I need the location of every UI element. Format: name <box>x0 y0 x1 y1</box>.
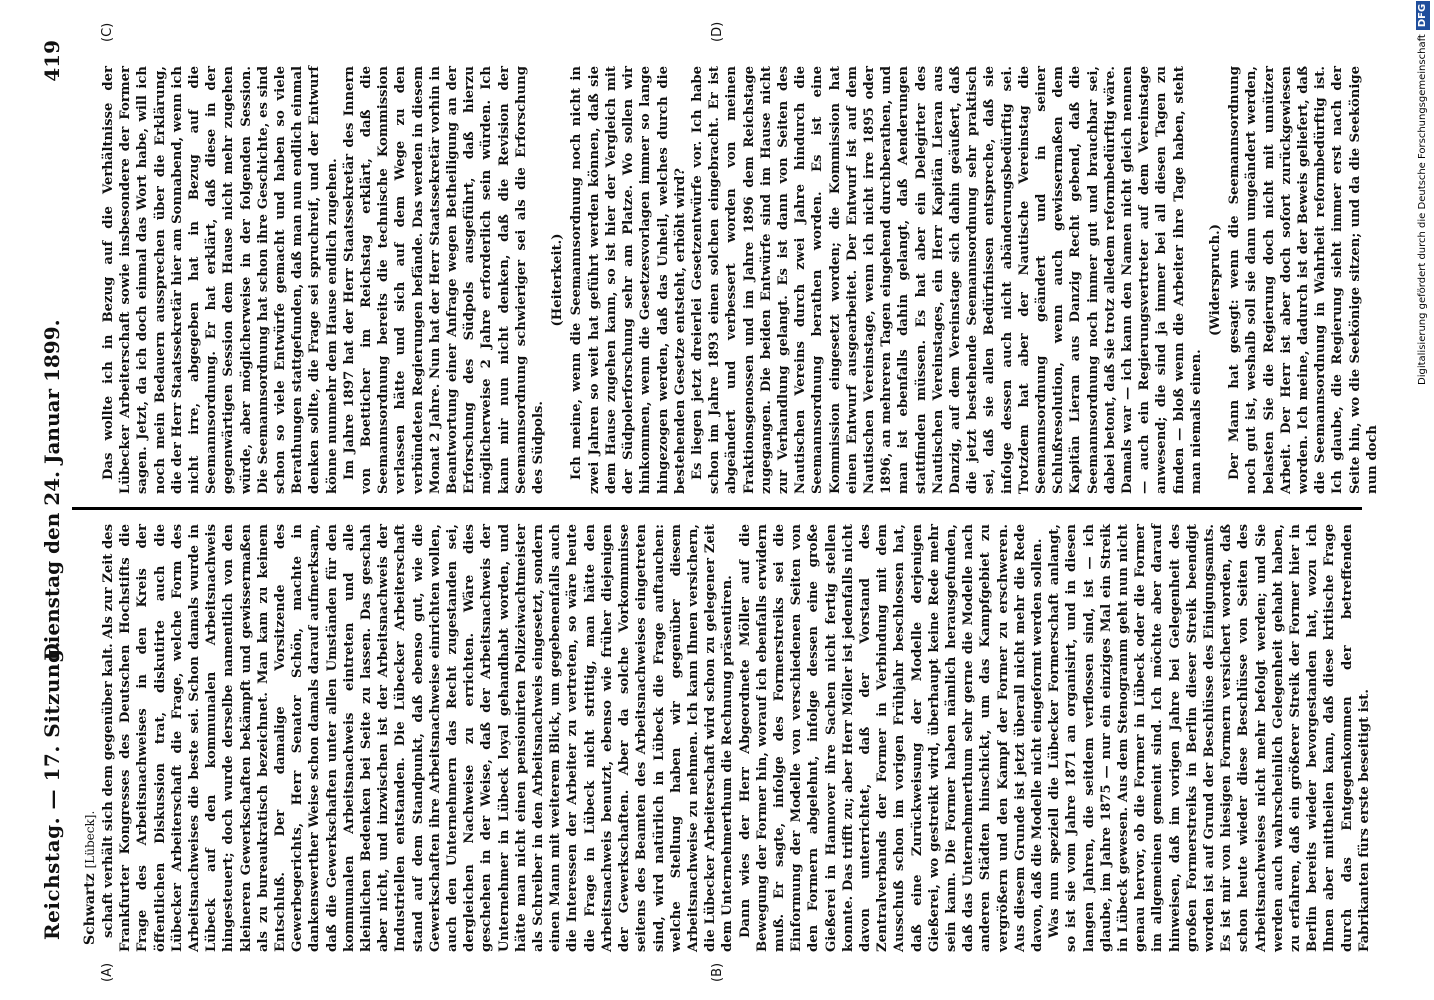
margin-mark-c: (C) <box>100 22 115 42</box>
paragraph: Im Jahre 1897 hat der Herr Staatssekretär des Innern von Boetticher im Reichstag erklärt, daß die Seemannsordnung bereits die technische Kommission verlassen hätte und sich auf dem Wege zu den verbündeten Regierungen befände. Das werden in diesem Monat 2 Jahre. Nun hat der Herr Staatssekretär vorhin in Beantwortung einer Anfrage wegen Betheiligung an der Erforschung des Südpols ausgeführt, daß hierzu möglicherweise 2 Jahre erforderlich sein würden. Ich kann mir nun nicht denken, daß die Revision der Seemannsordnung schwieriger sei als die Erforschung des Südpols. <box>341 66 547 494</box>
paragraph: schaft verhält sich dem gegenüber kalt. Als zur Zeit des Frankfurter Kongresses des Deutschen Hochstifts die Frage des Arbeitsnachweises in den Kreis der öffentlichen Diskussion trat, diskutirte auch die Lübecker Arbeiterschaft die Frage, welche Form des Arbeitsnachweises die beste sei. Schon damals wurde in Lübeck auf den kommunalen Arbeitsnachweis hingesteuert; doch wurde derselbe namentlich von den kleineren Gewerkschaften bekämpft und gewissermaßen als zu bureaukratisch bezeichnet. Man kam zu keinem Entschluß. Der damalige Vorsitzende des Gewerbegerichts, Herr Senator Schön, machte in dankenswerther Weise schon damals darauf aufmerksam, daß die Gewerkschaften unter allen Umständen für den kommunalen Arbeitsnachweis eintreten und alle kleinlichen Bedenken bei Seite zu lassen. Das geschah aber nicht, und inzwischen ist der Arbeitsnachweis der Industriellen entstanden. Die Lübecker Arbeiterschaft stand auf dem Standpunkt, daß ebenso gut, wie die Gewerkschaften ihre Arbeitsnachweise einrichten wollen, auch den Unternehmern das Recht zugestanden sei, dergleichen Nachweise zu errichten. Wäre dies geschehen in der Weise, daß der Arbeitsnachweis der Unternehmer in Lübeck loyal gehandhabt worden, und hätte man nicht einen pensionirten Polizeiwachtmeister als Schreiber in den Arbeitsnachweis eingesetzt, sondern einen Mann mit weiterem Blick, um gegebenenfalls auch die Interessen der Arbeiter zu vertreten, so wäre heute die Frage in Lübeck nicht strittig, man hätte den Arbeitsnachweis benutzt, ebenso wie früher diejenigen der Gewerkschaften. Aber da solche Vorkommnisse seitens des Beamten des Arbeitsnachweises eingetreten sind, wird natürlich in Lübeck die Frage auftauchen: welche Stellung haben wir gegenüber diesem Arbeitsnachweise zu nehmen. Ich kann Ihnen versichern, die Lübecker Arbeiterschaft wird schon zu gelegener Zeit dem Unternehmerthum die Rechnung präsentiren. <box>101 524 736 952</box>
left-column <box>100 524 1373 952</box>
header-date: Dienstag den 24. Januar 1899. <box>40 319 64 661</box>
margin-mark-d: (D) <box>710 21 725 42</box>
page-number: 419 <box>40 40 64 82</box>
interjection-widerspruch: (Widerspruch.) <box>1208 223 1223 337</box>
margin-mark-b: (B) <box>710 962 725 982</box>
digitization-credit <box>1414 0 1432 1000</box>
speaker-sub: [Lübeck]. <box>83 810 97 869</box>
right-column <box>100 66 1381 494</box>
paragraph: Dann wies der Herr Abgeordnete Möller auf die Bewegung der Former hin, worauf ich ebenfalls erwidern muß. Er sagte, infolge des Formerstreiks sei die Einformung der Modelle von verschiedenen Seiten von den Formern abgelehnt, infolge dessen eine große Gießerei in Hannover ihre Sachen nicht fertig stellen konnte. Das trifft zu; aber Herr Möller ist jedenfalls nicht davon unterrichtet, daß der Vorstand des Zentralverbands der Former in Verbindung mit dem Ausschuß schon im vorigen Frühjahr beschlossen hat, daß eine Zurückweisung der Modelle derjenigen Gießerei, wo gestreikt wird, überhaupt keine Rede mehr sein kann. Die Former haben nämlich herausgefunden, daß das Unternehmerthum sehr gerne die Modelle nach anderen Städten hinschickt, um das Kampfgebiet zu vergrößern und den Kampf der Former zu erschweren. Aus diesem Grunde ist jetzt überall nicht mehr die Rede davon, daß die Modelle nicht eingeformt werden sollen. <box>737 524 1045 952</box>
speaker-label <box>82 811 98 945</box>
credit-text: Digitalisierung gefördert durch die Deutsche Forschungsgemeinschaft <box>1417 34 1428 385</box>
paragraph: Es liegen jetzt dreierlei Gesetzentwürfe vor. Ich habe schon im Jahre 1893 einen solchen eingebracht. Er ist abgeändert und verbessert worden von meinen Fraktionsgenossen und im Jahre 1896 dem Reichstage zugegangen. Die beiden Entwürfe sind im Hause nicht zur Verhandlung gelangt. Es ist dann von Seiten des Nautischen Vereins durch zwei Jahre hindurch die Seemannsordnung berathen worden. Es ist eine Kommission eingesetzt worden; die Kommission hat einen Entwurf ausgearbeitet. Der Entwurf ist auf dem Nautischen Vereinstage, wenn ich nicht irre 1895 oder 1896, an mehreren Tagen eingehend durchberathen, und man ist ebenfalls dahin gelangt, daß Aenderungen stattfinden müssen. Es hat aber ein Delegirter des Nautischen Vereinstages, ein Herr Kapitän Lieran aus Danzig, auf dem Vereinstage sich dahin geäußert, daß die jetzt bestehende Seemannsordnung sehr praktisch sei, daß sie allen Bedürfnissen entspreche, daß sie infolge dessen auch nicht abänderungsbedürftig sei. Trotzdem hat aber der Nautische Vereinstag die Seemannsordnung geändert und in seiner Schlußresolution, wenn auch gewissermaßen dem Kapitän Lieran aus Danzig Recht gebend, daß die Seemannsordnung noch immer gut und brauchbar sei, dabei betont, daß sie trotz alledem reformbedürftig wäre. Damals war — ich kann den Namen nicht gleich nennen — auch ein Regierungsvertreter auf dem Vereinstage anwesend; die sind ja immer bei all diesen Tagen zu finden — bloß wenn die Arbeiter ihre Tage haben, steht man niemals einen. <box>689 66 1204 494</box>
interjection-heiterkeit: (Heiterkeit.) <box>550 233 566 327</box>
page-header <box>40 40 74 980</box>
paragraph: Was nun speziell die Lübecker Formerschaft anlangt, so ist sie vom Jahre 1871 an organisirt, und in diesen langen Jahren, die seitdem verflossen sind, ist — ich glaube, im Jahre 1875 — nur ein einziges Mal ein Streik in Lübeck gewesen. Aus dem Stenogramm geht nun nicht genau hervor, ob die Former in Lübeck oder die Former im allgemeinen gemeint sind. Ich möchte aber darauf hinweisen, daß im vorigen Jahre bei Gelegenheit des großen Formerstreiks in Berlin dieser Streik beendigt worden ist auf Grund der Beschlüsse des Einigungsamts. Es ist mir von hiesigen Formern versichert worden, daß schon heute wieder diese Beschlüsse von Seiten des Arbeitsnachweises nicht mehr befolgt werden; und Sie werden auch wahrscheinlich Gelegenheit gehabt haben, zu erfahren, daß ein größerer Streik der Former hier in Berlin bereits wieder bevorgestanden hat, wozu ich Ihnen aber mittheilen kann, daß diese kritische Frage durch das Entgegenkommen der betreffenden Fabrikanten fürs erste beseitigt ist. <box>1047 524 1372 952</box>
paragraph: Ich meine, wenn die Seemannsordnung noch nicht in zwei Jahren so weit hat geführt werden können, daß sie dem Hause zugehen kann, so ist hier der Vergleich mit der Südpolerforschung sehr am Platze. Wo sollen wir hinkommen, wenn die Gesetzesvorlagen immer so lange hingezogen werden, daß das Unheil, welches durch die bestehenden Gesetze entsteht, erhöht wird? <box>569 66 688 494</box>
margin-mark-a: (A) <box>100 962 115 982</box>
header-left: Reichstag. — 17. Sitzung. <box>40 641 64 940</box>
paragraph: Das wollte ich in Bezug auf die Verhältnisse der Lübecker Arbeiterschaft sowie insbesondere der Former sagen. Jetzt, da ich doch einmal das Wort habe, will ich noch mein Bedauern aussprechen über die Erklärung, die der Herr Staatssekretär hier am Sonnabend, wenn ich nicht irre, abgegeben hat in Bezug auf die Seemannsordnung. Er hat erklärt, daß diese in der gegenwärtigen Session dem Hause nicht mehr zugehen würde, aber möglicherweise in der folgenden Session. Die Seemannsordnung hat schon ihre Geschichte, es sind schon so viele Entwürfe gemacht und haben so viele Berathungen stattgefunden, daß man nun endlich einmal denken sollte, die Frage sei spruchreif, und der Entwurf könne nunmehr dem Hause endlich zugehen. <box>101 66 340 494</box>
document-page <box>0 20 1380 1000</box>
speaker-name: Schwartz <box>82 873 98 945</box>
column-rule <box>72 507 1362 510</box>
paragraph: Der Mann hat gesagt: wenn die Seemannsordnung noch gut ist, weshalb soll sie dann umgeändert werden, belasten Sie die Regierung doch nicht mit unnützer Arbeit. Der Herr ist aber doch sofort zurückgewiesen worden. Ich meine, dadurch ist der Beweis geliefert, daß die Seemannsordnung in Wahrheit reformbedürftig ist. Ich glaube, die Regierung sieht immer erst nach der Seite hin, wo die Seekönige sitzen; und da die Seekönige nun doch <box>1227 66 1380 494</box>
dfg-logo: DFG <box>1416 1 1430 30</box>
